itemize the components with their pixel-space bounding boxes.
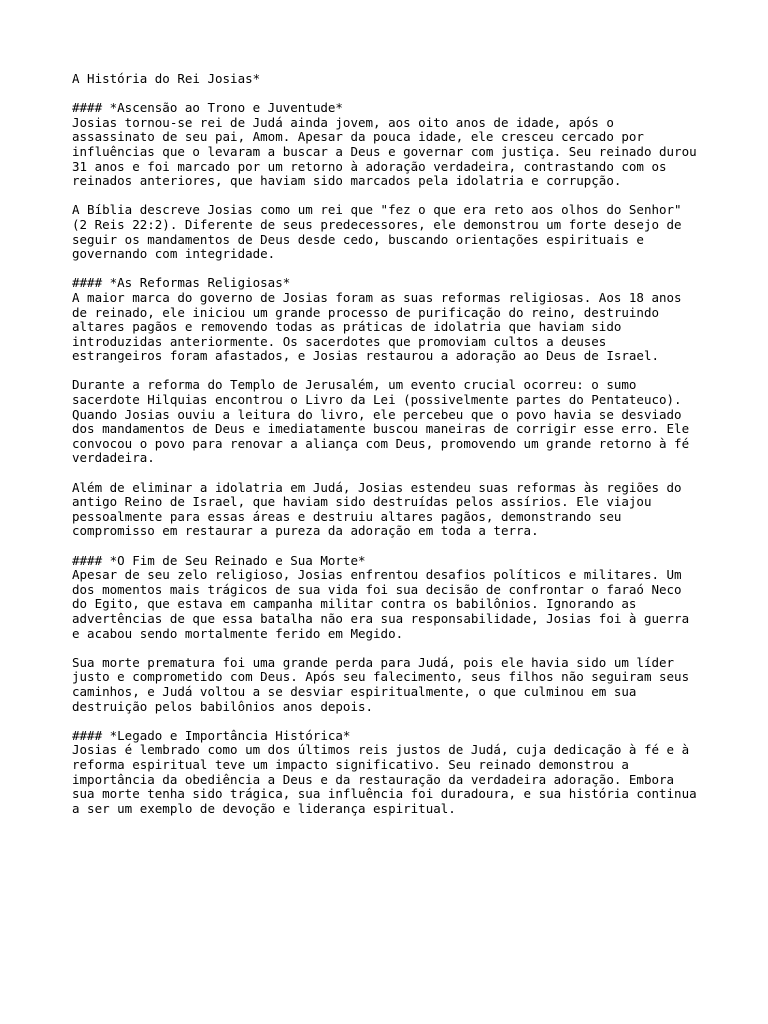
text-line: e acabou sendo mortalmente ferido em Megido. <box>72 625 404 641</box>
spacer <box>72 714 712 729</box>
text-line: convocou o povo para renovar a aliança com Deus, promovendo um grande retorno à fé <box>72 435 690 451</box>
text-line: dos momentos mais trágicos de sua vida foi sua decisão de confrontar o faraó Neco <box>72 581 682 597</box>
spacer <box>72 262 712 277</box>
text-line: sacerdote Hilquias encontrou o Livro da Lei (possivelmente partes do Pentateuco). <box>72 392 682 408</box>
text-line: a ser um exemplo de devoção e liderança espiritual. <box>72 800 456 816</box>
text-line: introduzidas anteriormente. Os sacerdotes que promoviam cultos a deuses <box>72 333 607 349</box>
text-line: governando com integridade. <box>72 246 276 262</box>
paragraph <box>72 203 712 261</box>
text-line: de reinado, ele iniciou um grande processo de purificação do reino, destruindo <box>72 304 659 320</box>
spacer <box>72 364 712 379</box>
section-heading: #### *Legado e Importância Histórica* <box>72 727 351 743</box>
spacer <box>72 641 712 656</box>
text-line: Sua morte prematura foi uma grande perda para Judá, pois ele havia sido um líder <box>72 654 675 670</box>
paragraph <box>72 743 712 816</box>
text-line: Além de eliminar a idolatria em Judá, Josias estendeu suas reformas às regiões do <box>72 479 682 495</box>
section-reformas <box>72 276 712 539</box>
text-line: verdadeira. <box>72 450 155 466</box>
text-line: altares pagãos e removendo todas as práticas de idolatria que haviam sido <box>72 319 622 335</box>
text-line: do Egito, que estava em campanha militar contra os babilônios. Ignorando as <box>72 596 637 612</box>
spacer <box>72 189 712 204</box>
paragraph <box>72 568 712 641</box>
text-line: destruição pelos babilônios anos depois. <box>72 698 374 714</box>
paragraph <box>72 481 712 539</box>
text-line: reinados anteriores, que haviam sido marcados pela idolatria e corrupção. <box>72 173 622 189</box>
text-line: Quando Josias ouviu a leitura do livro, ele percebeu que o povo havia se desviado <box>72 406 682 422</box>
section-legado <box>72 729 712 817</box>
document-title: A História do Rei Josias* <box>72 71 261 86</box>
section-ascensao <box>72 101 712 262</box>
text-line: estrangeiros foram afastados, e Josias restaurou a adoração ao Deus de Israel. <box>72 348 659 364</box>
text-line: A Bíblia descreve Josias como um rei que "fez o que era reto aos olhos do Senhor" <box>72 202 682 218</box>
text-line: antigo Reino de Israel, que haviam sido destruídas pelos assírios. Ele viajou <box>72 494 652 510</box>
text-line: (2 Reis 22:2). Diferente de seus predecessores, ele demonstrou um forte desejo de <box>72 216 682 232</box>
spacer <box>72 466 712 481</box>
text-line: Josias tornou-se rei de Judá ainda jovem, aos oito anos de idade, após o <box>72 114 614 130</box>
paragraph <box>72 656 712 714</box>
section-heading: #### *As Reformas Religiosas* <box>72 275 291 291</box>
spacer <box>72 87 712 102</box>
text-line: influências que o levaram a buscar a Deus e governar com justiça. Seu reinado durou <box>72 143 697 159</box>
text-line: pessoalmente para essas áreas e destruiu altares pagãos, demonstrando seu <box>72 508 622 524</box>
text-line: Josias é lembrado como um dos últimos reis justos de Judá, cuja dedicação à fé e à <box>72 742 690 758</box>
section-heading: #### *O Fim de Seu Reinado e Sua Morte* <box>72 552 366 568</box>
document-body <box>72 72 712 816</box>
text-line: justo e comprometido com Deus. Após seu falecimento, seus filhos não seguiram seus <box>72 669 690 685</box>
text-line: reforma espiritual teve um impacto significativo. Seu reinado demonstrou a <box>72 756 629 772</box>
text-line: sua morte tenha sido trágica, sua influência foi duradoura, e sua história continua <box>72 786 697 802</box>
text-line: importância da obediência a Deus e da restauração da verdadeira adoração. Embora <box>72 771 675 787</box>
text-line: advertências de que essa batalha não era sua responsabilidade, Josias foi à guerra <box>72 610 690 626</box>
paragraph <box>72 378 712 466</box>
paragraph <box>72 291 712 364</box>
section-fim-do-reinado <box>72 554 712 715</box>
text-line: compromisso em restaurar a pureza da adoração em toda a terra. <box>72 523 539 539</box>
text-line: dos mandamentos de Deus e imediatamente buscou maneiras de corrigir esse erro. Ele <box>72 421 690 437</box>
text-line: A maior marca do governo de Josias foram as suas reformas religiosas. Aos 18 anos <box>72 289 682 305</box>
text-line: 31 anos e foi marcado por um retorno à adoração verdadeira, contrastando com os <box>72 158 667 174</box>
text-line: caminhos, e Judá voltou a se desviar espiritualmente, o que culminou em sua <box>72 683 637 699</box>
text-line: Apesar de seu zelo religioso, Josias enfrentou desafios políticos e militares. Um <box>72 567 682 583</box>
text-line: seguir os mandamentos de Deus desde cedo, buscando orientações espirituais e <box>72 231 644 247</box>
paragraph <box>72 116 712 189</box>
spacer <box>72 539 712 554</box>
text-line: Durante a reforma do Templo de Jerusalém, um evento crucial ocorreu: o sumo <box>72 377 637 393</box>
text-line: assassinato de seu pai, Amom. Apesar da pouca idade, ele cresceu cercado por <box>72 129 644 145</box>
section-heading: #### *Ascensão ao Trono e Juventude* <box>72 100 343 116</box>
